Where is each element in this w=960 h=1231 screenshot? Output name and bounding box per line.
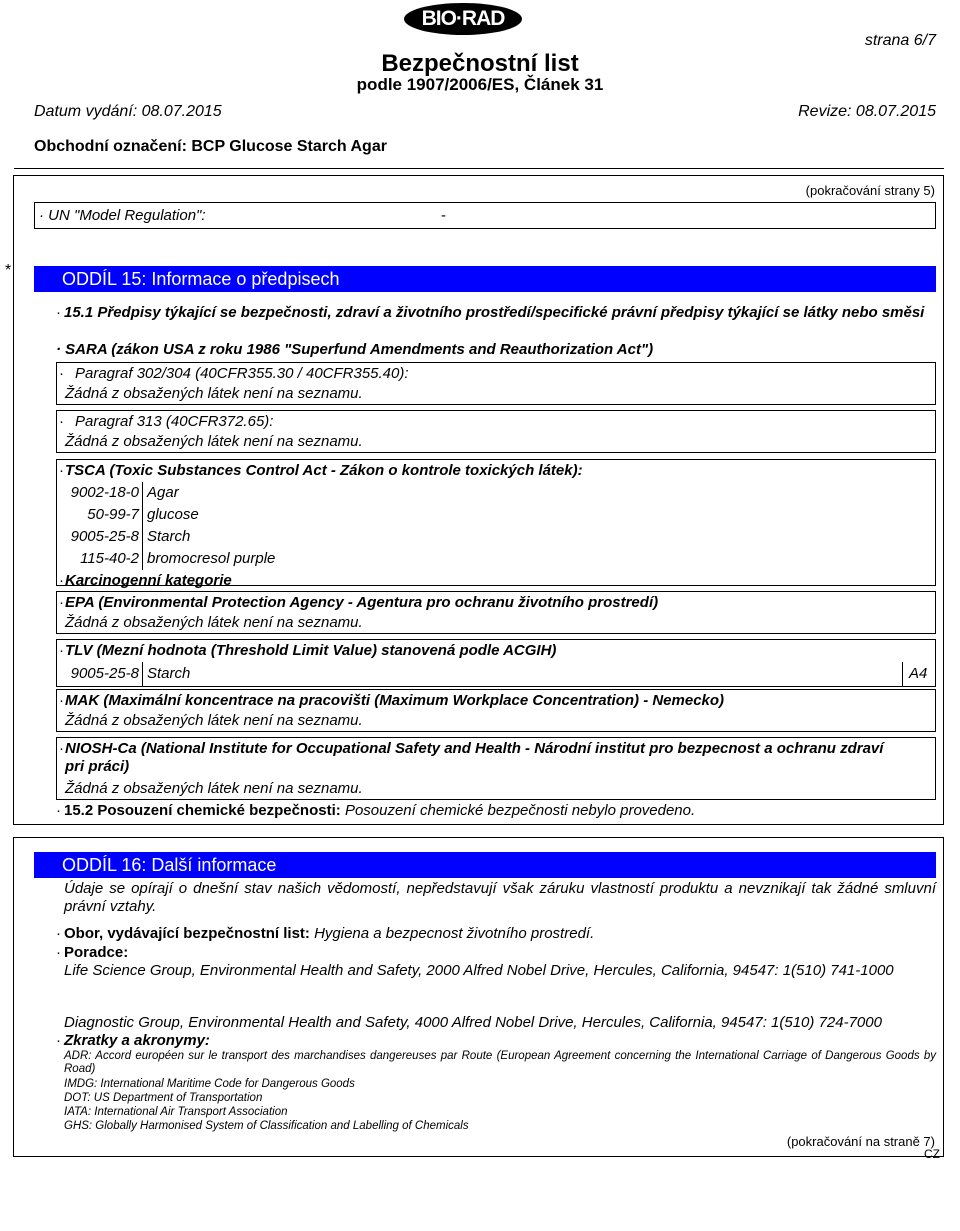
poradce-label: Poradce: (64, 944, 129, 961)
abbrev-item: GHS: Globally Harmonised System of Classification and Labelling of Chemicals (64, 1120, 469, 1132)
s151-heading: 15.1 Předpisy týkající se bezpečnosti, zdraví a životního prostředí/specifické právní předpisy týkající se látky nebo směsi (64, 304, 925, 321)
mak-heading: MAK (Maximální koncentrace na pracovišti (Maximum Workplace Concentration) - Nemecko) (65, 692, 725, 709)
tlv-heading: TLV (Mezní hodnota (Threshold Limit Value) stanovená podle ACGIH) (65, 642, 557, 659)
carcinogenic-category: Karcinogenní kategorie (65, 572, 232, 589)
para313-label: Paragraf 313 (40CFR372.65): (75, 413, 274, 430)
abbrev-item: IMDG: International Maritime Code for Dangerous Goods (64, 1078, 355, 1090)
obor-label: Obor, vydávající bezpečnostní list: (64, 925, 310, 942)
poradce-address-2: Diagnostic Group, Environmental Health and Safety, 4000 Alfred Nobel Drive, Hercules, California, 94547: 1(510) 724-7000 (64, 1014, 882, 1031)
tsca-heading: TSCA (Toxic Substances Control Act - Zákon o kontrole toxických látek): (65, 462, 583, 479)
tsca-cas: 9002-18-0 (70, 484, 139, 501)
section-15-heading: ODDÍL 15: Informace o předpisech (34, 266, 936, 292)
para313-bullet: · (59, 413, 64, 430)
tlv-substance: Starch (147, 665, 191, 682)
s152-label: 15.2 Posouzení chemické bezpečnosti: (64, 802, 341, 819)
para302-box (56, 362, 936, 405)
abbrev-item: ADR: Accord européen sur le transport des marchandises dangereuses par Route (European Agreement concerning the International Carriage of Dangerous Goods by Road) (64, 1050, 936, 1075)
epa-box (56, 591, 936, 634)
poradce-bullet: · (56, 944, 61, 961)
tsca-bullet: · (59, 462, 64, 479)
tsca-cas: 50-99-7 (87, 506, 139, 523)
continuation-to-label: (pokračování na straně 7) (786, 1134, 935, 1149)
tsca-substance: glucose (147, 506, 199, 523)
issue-date: Datum vydání: 08.07.2015 (34, 103, 222, 120)
tlv-bullet: · (59, 642, 64, 659)
tlv-category: A4 (909, 665, 928, 682)
epa-heading: EPA (Environmental Protection Agency - Agentura pro ochranu životního prostredí) (65, 594, 659, 611)
revision-date: Revize: 08.07.2015 (798, 103, 936, 120)
tsca-substance: Agar (147, 484, 179, 501)
mak-box (56, 689, 936, 732)
para302-bullet: · (59, 365, 64, 382)
s152-line (64, 802, 695, 819)
tlv-box (56, 639, 936, 687)
un-model-label: · UN "Model Regulation": (39, 207, 206, 224)
carcino-bullet: · (59, 572, 64, 589)
para302-value: Žádná z obsažených látek není na seznamu. (65, 385, 363, 402)
section-16-heading: ODDÍL 16: Další informace (34, 852, 936, 878)
abbrev-item: IATA: International Air Transport Association (64, 1106, 288, 1118)
zkratky-bullet: · (56, 1032, 61, 1049)
tsca-cas: 9005-25-8 (70, 528, 139, 545)
tlv-cas: 9005-25-8 (70, 665, 139, 682)
tsca-cas: 115-40-2 (80, 550, 139, 567)
tsca-column-divider (142, 482, 143, 570)
tlv-column-divider (142, 662, 143, 686)
s152-bullet: · (56, 802, 61, 819)
niosh-box (56, 737, 936, 800)
para313-value: Žádná z obsažených látek není na seznamu. (65, 433, 363, 450)
obor-bullet: · (56, 925, 61, 942)
epa-bullet: · (59, 594, 64, 611)
mak-bullet: · (59, 692, 64, 709)
un-model-box (34, 202, 936, 229)
niosh-bullet: · (59, 740, 64, 757)
para302-label: Paragraf 302/304 (40CFR355.30 / 40CFR355.40): (75, 365, 409, 382)
bio-rad-logo: BIO·RAD (404, 3, 522, 35)
continuation-from-label: (pokračování strany 5) (805, 183, 935, 198)
tlv-column-divider (902, 662, 903, 686)
tsca-substance: Starch (147, 528, 191, 545)
section-16-intro: Údaje se opírají o dnešní stav našich vědomostí, nepředstavují však záruku vlastností produktu a nevznikají tak žádné smluvní právní vztahy. (64, 880, 936, 915)
niosh-heading-line2: pri práci) (65, 758, 130, 775)
para313-box (56, 410, 936, 453)
document-subtitle: podle 1907/2006/ES, Článek 31 (356, 75, 604, 94)
tsca-substance: bromocresol purple (147, 550, 276, 567)
sara-heading: · SARA (zákon USA z roku 1986 "Superfund Amendments and Reauthorization Act") (56, 341, 654, 358)
page-number: strana 6/7 (864, 32, 936, 49)
s152-value: Posouzení chemické bezpečnosti nebylo provedeno. (344, 802, 696, 819)
obor-value: Hygiena a bezpecnost životního prostredí. (314, 925, 595, 942)
poradce-address-1: Life Science Group, Environmental Health and Safety, 2000 Alfred Nobel Drive, Hercules, California, 94547: 1(510) 741-1000 (64, 962, 894, 979)
epa-value: Žádná z obsažených látek není na seznamu. (65, 614, 363, 631)
mak-value: Žádná z obsažených látek není na seznamu. (65, 712, 363, 729)
abbrev-item: DOT: US Department of Transportation (64, 1092, 263, 1104)
un-model-value: - (441, 207, 446, 224)
change-marker: * (5, 262, 12, 279)
obor-line (64, 925, 594, 942)
niosh-value: Žádná z obsažených látek není na seznamu. (65, 780, 363, 797)
trade-name: Obchodní označení: BCP Glucose Starch Agar (34, 138, 387, 155)
s151-bullet: · (56, 304, 61, 321)
zkratky-label: Zkratky a akronymy: (64, 1032, 210, 1049)
language-code: CZ (924, 1147, 940, 1161)
tsca-box (56, 459, 936, 589)
header-divider (14, 168, 944, 169)
section-16-frame (13, 837, 944, 1157)
document-title: Bezpečnostní list (381, 50, 579, 77)
section-15-frame (13, 175, 944, 825)
niosh-heading-line1: NIOSH-Ca (National Institute for Occupational Safety and Health - Národní institut pro bezpecnost a ochranu zdraví (65, 740, 884, 757)
